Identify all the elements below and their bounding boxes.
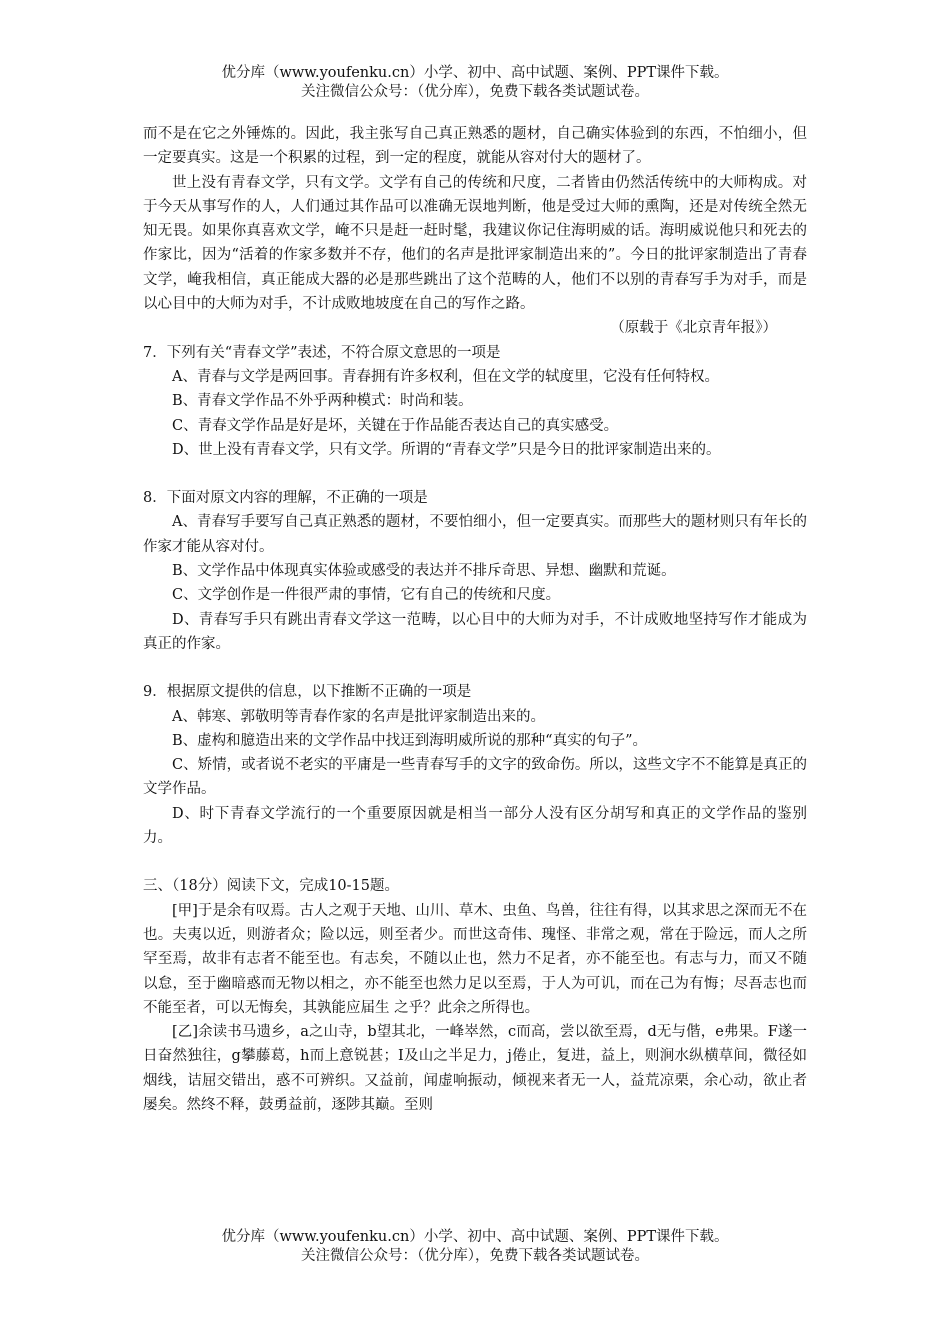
footer-line-2: 关注微信公众号：（优分库），免费下载各类试题试卷。 — [301, 1248, 649, 1264]
question-8-option-c: C、文学创作是一件很严肃的事情，它有自己的传统和尺度。 — [172, 587, 561, 604]
question-8-stem: 8．下面对原文内容的理解，不正确的一项是 — [143, 490, 428, 507]
question-8-option-a: A、青春写手要写自己真正熟悉的题材，不要怕细小，但一定要真实。而那些大的题材则只有年长的作家才能从容对付。 — [143, 514, 807, 555]
classical-text-yi: [乙]余读书马遗乡，a之山寺，b望其北，一峰崒然，c而高，尝以欲至焉，d无与偕，e弗果。F遂一日奋然独往，g攀藤葛，h而上意锐甚；I及山之半足力，j倦止，复进，益上，则涧水纵横草间，微径如烟线，诘屈交错出，惑不可辨织。又益前，闻虚响振动，倾视来者无一人，益荒凉栗，余心动，欲止者屡矣。然终不释，鼓勇益前，逐陟其巅。至则 — [143, 1024, 807, 1113]
question-7-option-a: A、青春与文学是两回事。青春拥有许多权利，但在文学的轼度里，它没有任何特权。 — [172, 368, 719, 385]
page-footer — [0, 1228, 950, 1266]
spacer — [143, 462, 807, 486]
question-7-option-d: D、世上没有青春文学，只有文学。所谓的“青春文学”只是今日的批评家制造出来的。 — [172, 441, 721, 458]
classical-text-jia: [甲]于是余有叹焉。古人之观于天地、山川、草木、虫鱼、鸟兽，往往有得，以其求思之深而无不在也。夫夷以近，则游者众；险以远，则至者少。而世这奇伟、瑰怪、非常之观，常在于险远，而人之所罕至焉，故非有志者不能至也。有志矣，不随以止也，然力不足者，亦不能至也。有志与力，而又不随以怠，至于幽暗惑而无物以相之，亦不能至也然力足以至焉，于人为可讥，而在己为有悔；尽吾志也而不能至者，可以无悔矣，其孰能应届生 之乎？此余之所得也。 — [143, 902, 807, 1016]
spacer — [143, 850, 807, 874]
question-7-option-c: C、青春文学作品是好是坏，关键在于作品能否表达自己的真实感受。 — [172, 417, 619, 434]
passage-paragraph-2: 世上没有青春文学，只有文学。文学有自己的传统和尺度，二者皆由仍然活传统中的大师构成。对于今天从事写作的人，人们通过其作品可以准确无误地判断，他是受过大师的熏陶，还是对传统全然无知无畏。如果你真喜欢文学，崦不只是赶一赶时髦，我建议你记住海明威的话。海明威说他只和死去的作家比，因为“活着的作家多数并不存，他们的名声是批评家制造出来的”。今日的批评家制造出了青春文学，崦我相信，真正能成大器的必是那些跳出了这个范畴的人，他们不以别的青春写手为对手，而是以心目中的大师为对手，不计成败地坡度在自己的写作之路。 — [143, 174, 807, 313]
question-8-option-d: D、青春写手只有跳出青春文学这一范畴，以心目中的大师为对手，不计成败地坚持写作才能成为真正的作家。 — [143, 611, 807, 652]
header-line-1: 优分库（www.youfenku.cn）小学、初中、高中试题、案例、PPT课件下载。 — [221, 65, 729, 81]
question-9-option-b: B、虚构和臆造出来的文学作品中找迋到海明威所说的那种“真实的句子”。 — [172, 732, 647, 749]
question-7-option-b: B、青春文学作品不外乎两种模式：时尚和装。 — [172, 393, 473, 410]
header-line-2: 关注微信公众号：（优分库），免费下载各类试题试卷。 — [301, 84, 649, 100]
question-9-option-c: C、矫情，或者说不老实的平庸是一些青春写手的文字的致命伤。所以，这些文字不不能算是真正的文学作品。 — [143, 757, 807, 798]
question-7-stem: 7．下列有关“青春文学”表述，不符合原文意思的一项是 — [143, 344, 501, 361]
footer-line-1: 优分库（www.youfenku.cn）小学、初中、高中试题、案例、PPT课件下载。 — [221, 1229, 729, 1245]
question-9-option-d: D、时下青春文学流行的一个重要原因就是相当一部分人没有区分胡写和真正的文学作品的鉴别力。 — [143, 805, 807, 847]
page-header — [0, 64, 950, 102]
page-content — [143, 122, 807, 1117]
section-3-heading: 三、（18分）阅读下文，完成10-15题。 — [143, 878, 400, 895]
passage-paragraph-1: 而不是在它之外锤炼的。因此，我主张写自己真正熟悉的题材，自己确实体验到的东西，不怕细小，但一定要真实。这是一个积累的过程，到一定的程度，就能从容对付大的题材了。 — [143, 126, 807, 167]
question-9-option-a: A、韩寒、郭敬明等青春作家的名声是批评家制造出来的。 — [172, 708, 545, 725]
question-9-stem: 9．根据原文提供的信息，以下推断不正确的一项是 — [143, 684, 472, 701]
spacer — [143, 656, 807, 680]
passage-source: （原载于《北京青年报》） — [610, 320, 777, 337]
question-8-option-b: B、文学作品中体现真实体验或感受的表达并不排斥奇思、异想、幽默和荒诞。 — [172, 563, 676, 580]
